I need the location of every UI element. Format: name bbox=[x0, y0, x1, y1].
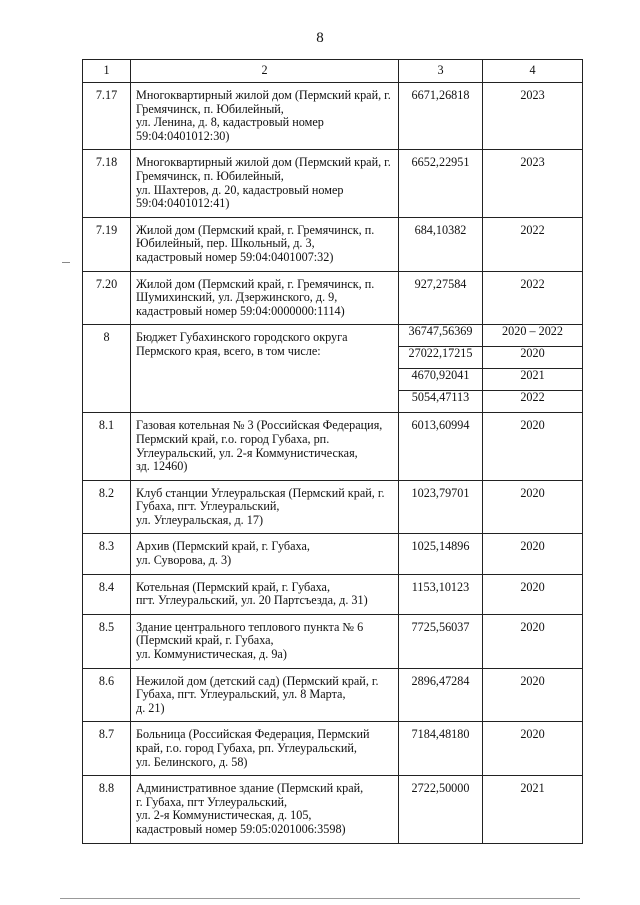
row-value: 6652,22951 bbox=[399, 150, 483, 217]
row-number: 7.19 bbox=[83, 217, 131, 271]
group-year-total: 2020 – 2022 bbox=[483, 325, 583, 347]
row-number: 8.7 bbox=[83, 722, 131, 776]
row-value: 7725,56037 bbox=[399, 614, 483, 668]
row-number: 8.6 bbox=[83, 668, 131, 722]
row-year: 2020 bbox=[483, 614, 583, 668]
table-header-row bbox=[83, 60, 583, 83]
table-row bbox=[83, 776, 583, 843]
row-value: 7184,48180 bbox=[399, 722, 483, 776]
row-description: Нежилой дом (детский сад) (Пермский край, г. Губаха, пгт. Углеуральский, ул. 8 Марта, д. 21) bbox=[131, 668, 399, 722]
row-value: 1025,14896 bbox=[399, 534, 483, 574]
row-year: 2020 bbox=[483, 722, 583, 776]
table-row bbox=[83, 271, 583, 325]
group-description: Бюджет Губахинского городского округа Пермского края, всего, в том числе: bbox=[131, 325, 399, 413]
row-number: 8.4 bbox=[83, 574, 131, 614]
group-year: 2021 bbox=[483, 369, 583, 391]
row-number: 8.3 bbox=[83, 534, 131, 574]
row-year: 2022 bbox=[483, 217, 583, 271]
group-row bbox=[83, 325, 583, 347]
budget-table bbox=[82, 59, 583, 844]
row-year: 2023 bbox=[483, 150, 583, 217]
group-value: 4670,92041 bbox=[399, 369, 483, 391]
column-header-3: 3 bbox=[399, 60, 483, 83]
group-year: 2020 bbox=[483, 347, 583, 369]
row-year: 2020 bbox=[483, 480, 583, 534]
row-year: 2020 bbox=[483, 413, 583, 480]
group-value-total: 36747,56369 bbox=[399, 325, 483, 347]
row-description: Архив (Пермский край, г. Губаха, ул. Суворова, д. 3) bbox=[131, 534, 399, 574]
row-value: 1153,10123 bbox=[399, 574, 483, 614]
group-value: 27022,17215 bbox=[399, 347, 483, 369]
table-row bbox=[83, 217, 583, 271]
row-value: 684,10382 bbox=[399, 217, 483, 271]
row-description: Котельная (Пермский край, г. Губаха, пгт. Углеуральский, ул. 20 Партсъезда, д. 31) bbox=[131, 574, 399, 614]
table-row bbox=[83, 150, 583, 217]
row-description: Клуб станции Углеуральская (Пермский край, г. Губаха, пгт. Углеуральский, ул. Углеуральская, д. 17) bbox=[131, 480, 399, 534]
table-row bbox=[83, 668, 583, 722]
table-row bbox=[83, 83, 583, 150]
row-year: 2020 bbox=[483, 668, 583, 722]
row-number: 7.18 bbox=[83, 150, 131, 217]
column-header-2: 2 bbox=[131, 60, 399, 83]
group-number: 8 bbox=[83, 325, 131, 413]
row-year: 2022 bbox=[483, 271, 583, 325]
row-number: 8.5 bbox=[83, 614, 131, 668]
row-description: Жилой дом (Пермский край, г. Гремячинск, п. Юбилейный, пер. Школьный, д. 3, кадастровый номер 59:04:0401007:32) bbox=[131, 217, 399, 271]
bottom-divider bbox=[60, 898, 580, 899]
row-number: 7.17 bbox=[83, 83, 131, 150]
row-description: Многоквартирный жилой дом (Пермский край, г. Гремячинск, п. Юбилейный, ул. Шахтеров, д. 20, кадастровый номер 59:04:0401012:41) bbox=[131, 150, 399, 217]
row-year: 2021 bbox=[483, 776, 583, 843]
row-description: Газовая котельная № 3 (Российская Федерация, Пермский край, г.о. город Губаха, рп. Углеуральский, ул. 2-я Коммунистическая, зд. 12460) bbox=[131, 413, 399, 480]
row-number: 8.1 bbox=[83, 413, 131, 480]
column-header-1: 1 bbox=[83, 60, 131, 83]
row-value: 1023,79701 bbox=[399, 480, 483, 534]
row-description: Здание центрального теплового пункта № 6 (Пермский край, г. Губаха, ул. Коммунистическая, д. 9а) bbox=[131, 614, 399, 668]
row-description: Административное здание (Пермский край, г. Губаха, пгт Углеуральский, ул. 2-я Коммунистическая, д. 105, кадастровый номер 59:05:0201006:3598) bbox=[131, 776, 399, 843]
table-row bbox=[83, 534, 583, 574]
row-number: 7.20 bbox=[83, 271, 131, 325]
table-row bbox=[83, 614, 583, 668]
row-value: 2896,47284 bbox=[399, 668, 483, 722]
group-year: 2022 bbox=[483, 391, 583, 413]
table-row bbox=[83, 574, 583, 614]
row-value: 2722,50000 bbox=[399, 776, 483, 843]
row-year: 2020 bbox=[483, 534, 583, 574]
table-row bbox=[83, 722, 583, 776]
row-description: Жилой дом (Пермский край, г. Гремячинск, п. Шумихинский, ул. Дзержинского, д. 9, кадастровый номер 59:04:0000000:1114) bbox=[131, 271, 399, 325]
row-description: Многоквартирный жилой дом (Пермский край, г. Гремячинск, п. Юбилейный, ул. Ленина, д. 8, кадастровый номер 59:04:0401012:30) bbox=[131, 83, 399, 150]
page-number: 8 bbox=[316, 30, 324, 46]
row-year: 2023 bbox=[483, 83, 583, 150]
row-year: 2020 bbox=[483, 574, 583, 614]
row-description: Больница (Российская Федерация, Пермский край, г.о. город Губаха, рп. Углеуральский, ул. Белинского, д. 58) bbox=[131, 722, 399, 776]
row-number: 8.8 bbox=[83, 776, 131, 843]
scan-mark bbox=[62, 262, 70, 263]
row-value: 6013,60994 bbox=[399, 413, 483, 480]
row-value: 6671,26818 bbox=[399, 83, 483, 150]
column-header-4: 4 bbox=[483, 60, 583, 83]
table-row bbox=[83, 413, 583, 480]
group-value: 5054,47113 bbox=[399, 391, 483, 413]
row-value: 927,27584 bbox=[399, 271, 483, 325]
row-number: 8.2 bbox=[83, 480, 131, 534]
table-row bbox=[83, 480, 583, 534]
